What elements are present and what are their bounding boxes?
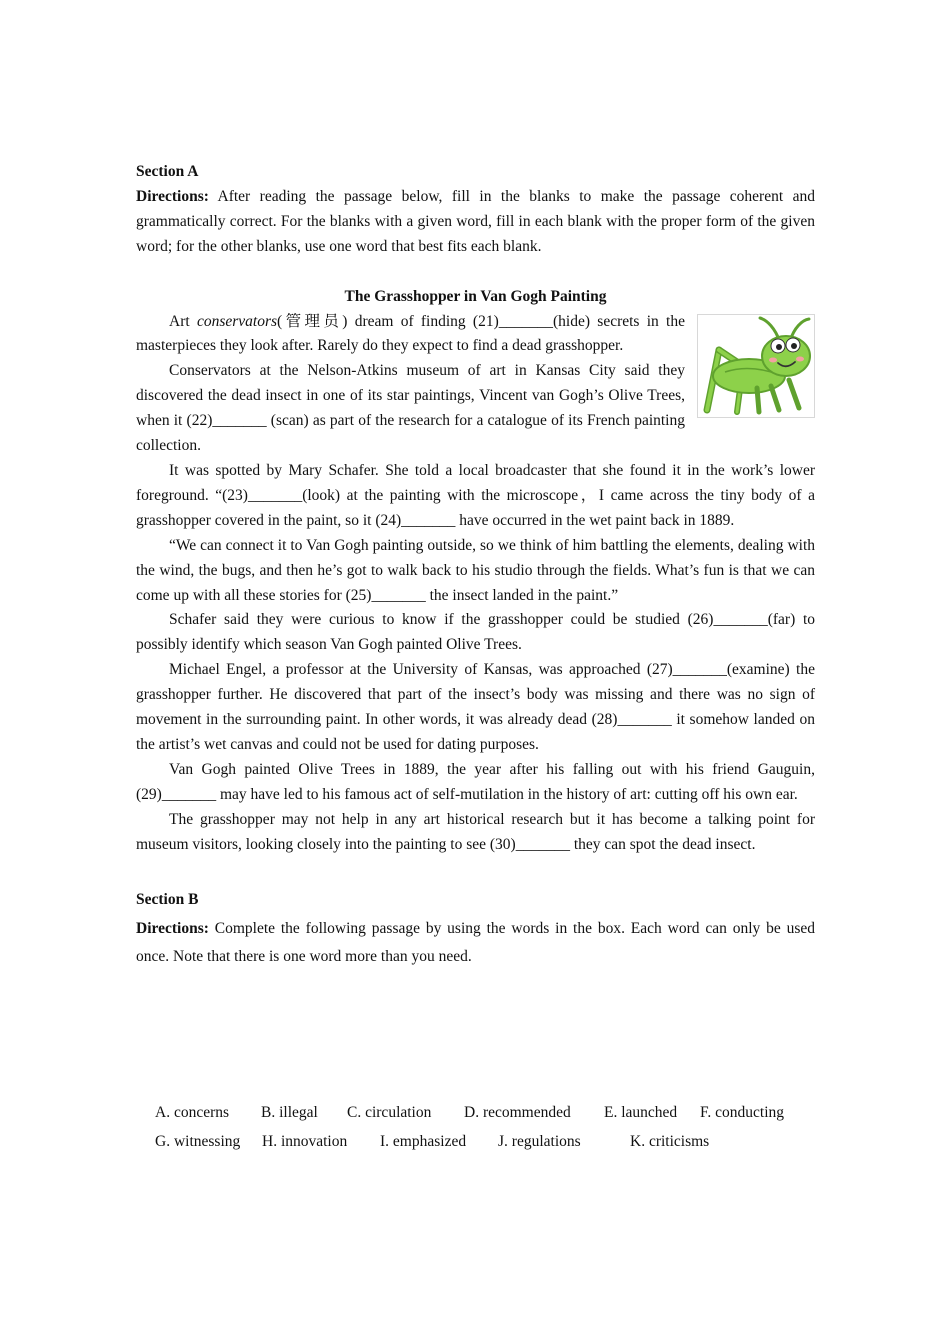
grasshopper-icon [697, 314, 815, 418]
word-option: H. innovation [262, 1133, 348, 1150]
word-option: A. concerns [155, 1104, 230, 1121]
paragraph-7: Van Gogh painted Olive Trees in 1889, the year after his falling out with his friend Gauguin, (29)_______ may have led to his famous act of self-mutilation in the history of art: cutting off his own ear. [136, 760, 815, 803]
section-b-header: Section B [136, 891, 199, 909]
paragraph-6: Michael Engel, a professor at the University of Kansas, was approached (27)_______(examine) the grasshopper further. He discovered that part of the insect’s body was missing and there was no sign of movement in the surrounding paint. In other words, it was already dead (28)_______ it somehow landed on the artist’s wet canvas and could not be used for dating purposes. [136, 661, 815, 753]
grasshopper-image [697, 314, 815, 418]
paragraph-2: Conservators at the Nelson-Atkins museum of art in Kansas City said they discovered the dead insect in one of its star paintings, Vincent van Gogh’s Olive Trees, when it (22)_______ (scan) as part of the research for a catalogue of its French painting collection. [136, 362, 685, 455]
paragraph-4: “We can connect it to Van Gogh painting outside, so we think of him battling the elements, dealing with the wind, the bugs, and then he’s got to walk back to his studio through the fields. What’s fun is that we can come up with all these stories for (25)_______ the insect landed in the paint.” [136, 536, 815, 604]
section-a-header: Section A [136, 163, 199, 180]
passage-title: The Grasshopper in Van Gogh Painting [344, 287, 607, 305]
word-option: C. circulation [347, 1104, 432, 1121]
word-option: K. criticisms [630, 1133, 710, 1150]
word-option: F. conducting [700, 1104, 785, 1121]
word-option: J. regulations [498, 1133, 581, 1150]
word-option: E. launched [604, 1104, 678, 1121]
directions-label: Directions: [136, 919, 209, 937]
word-option: G. witnessing [155, 1133, 241, 1150]
word-row-1 [155, 1101, 835, 1130]
section-a-directions [136, 185, 815, 260]
section-b-directions [136, 915, 815, 972]
word-box [155, 1101, 835, 1159]
word-option: D. recommended [464, 1104, 571, 1121]
paragraph-3: It was spotted by Mary Schafer. She told a local broadcaster that she found it in the work’s lower foreground. “(23)_______(look) at the painting with the microscope，I came across the tiny body of a grasshopper covered in the paint, so it (24)_______ have occurred in the wet paint back in 1889. [136, 461, 815, 529]
word-option: B. illegal [261, 1104, 318, 1121]
directions-label: Directions: [136, 187, 209, 205]
paragraph-5: Schafer said they were curious to know if the grasshopper could be studied (26)_______(far) to possibly identify which season Van Gogh painted Olive Trees. [136, 611, 815, 654]
directions-text: Complete the following passage by using the words in the box. Each word can only be used once. Note that there is one word more than you need. [136, 919, 815, 966]
paragraph-1: Art conservators(管理员) dream of finding (21)_______(hide) secrets in the masterpieces they look after. Rarely do they expect to find a dead grasshopper. [136, 312, 685, 355]
directions-text: After reading the passage below, fill in the blanks to make the passage coherent and grammatically correct. For the blanks with a given word, fill in each blank with the proper form of the given word; for the other blanks, use one word that best fits each blank. [136, 187, 815, 255]
word-row-2 [155, 1130, 835, 1159]
word-option: I. emphasized [380, 1133, 467, 1150]
paragraph-8: The grasshopper may not help in any art historical research but it has become a talking point for museum visitors, looking closely into the painting to see (30)_______ they can spot the dead insect. [136, 810, 815, 853]
worksheet-page [136, 160, 815, 972]
